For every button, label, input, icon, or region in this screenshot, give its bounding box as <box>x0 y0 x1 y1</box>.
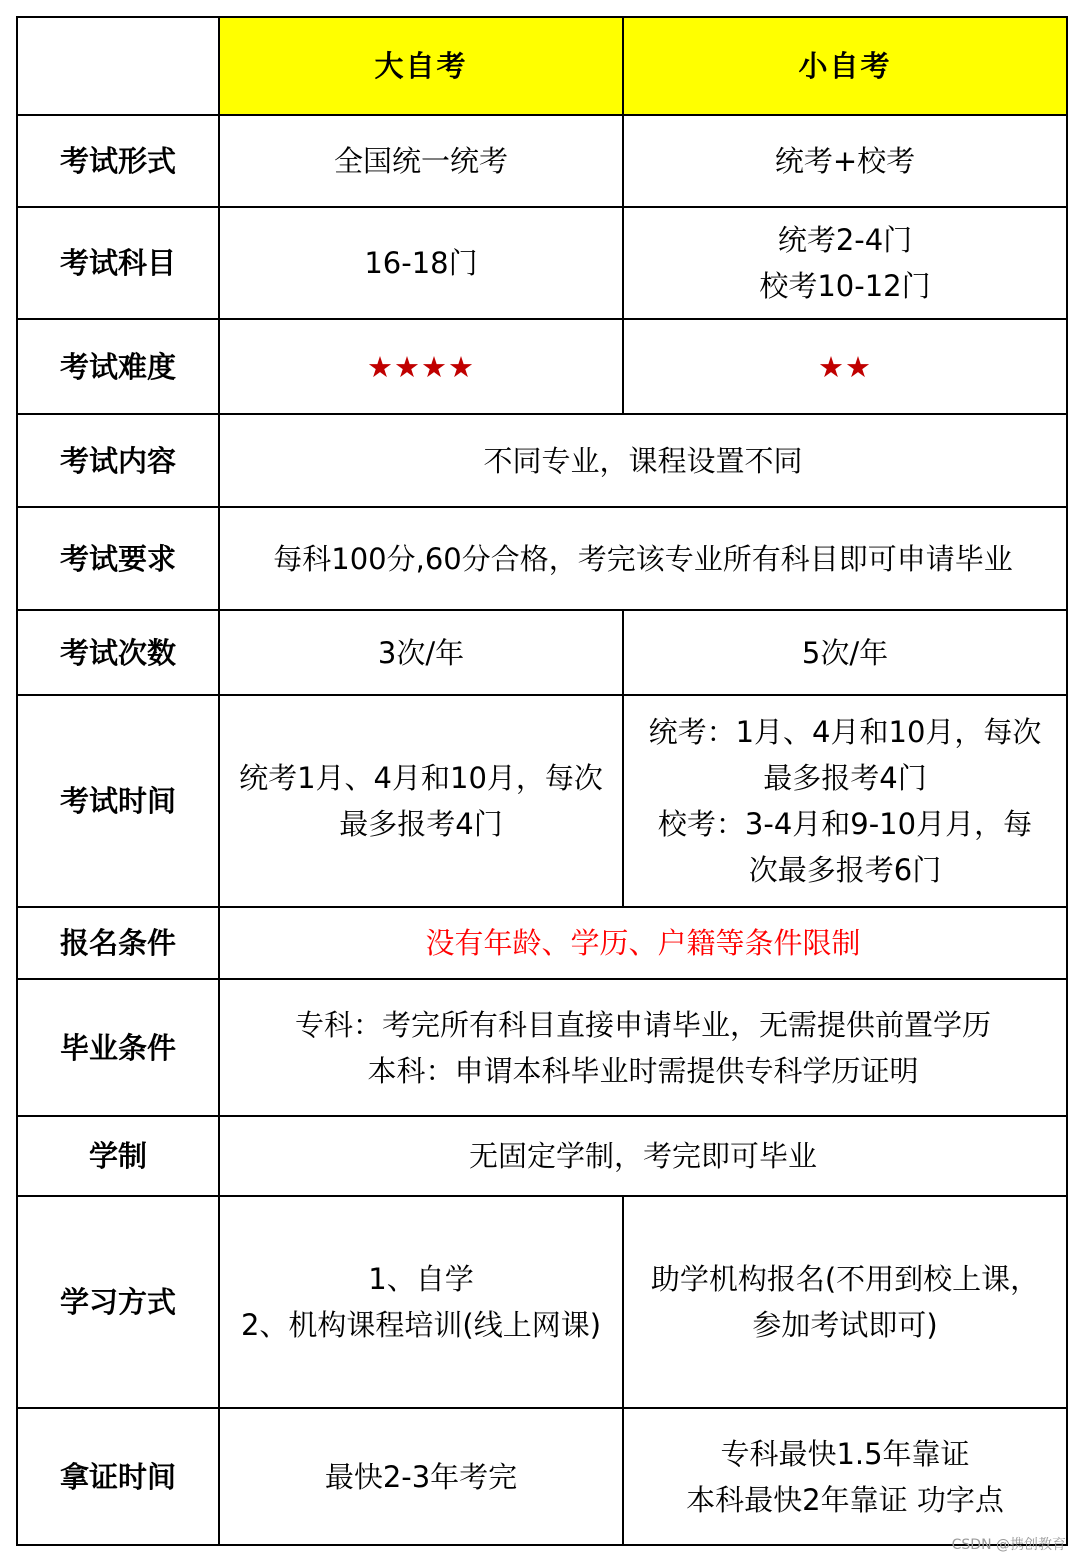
cell-line: 每科100分,60分合格，考完该专业所有科目即可申请毕业 <box>273 541 1013 576</box>
row-label: 考试形式 <box>17 115 219 207</box>
cell-line: 校考10-12门 <box>759 269 931 303</box>
cell-line: 专科最快1.5年靠证 <box>720 1436 970 1471</box>
registration-highlight: 没有年龄、学历、户籍等条件限制 <box>219 907 1067 979</box>
row-label: 学习方式 <box>17 1196 219 1408</box>
header-row <box>17 17 1067 115</box>
cell-merged: 无固定学制，考完即可毕业 <box>219 1116 1067 1196</box>
row-method <box>17 1196 1067 1408</box>
cell-line: 校考：3-4月和9-10月月，每 <box>657 807 1033 841</box>
cell-line: 本科最快2年靠证 功字点 <box>686 1482 1004 1517</box>
cell-line: 最多报考4门 <box>339 807 503 841</box>
comparison-table <box>16 16 1068 1546</box>
cell-col1: 16-18门 <box>219 207 623 319</box>
cell-col1 <box>219 695 623 907</box>
cell-col2 <box>623 1196 1067 1408</box>
row-time <box>17 695 1067 907</box>
cell-col2 <box>623 207 1067 319</box>
cell-line: 最多报考4门 <box>763 761 927 795</box>
row-certificate <box>17 1408 1067 1545</box>
row-label: 考试难度 <box>17 319 219 414</box>
cell-col2: 5次/年 <box>623 610 1067 695</box>
cell-col1: 全国统一统考 <box>219 115 623 207</box>
cell-col2 <box>623 1408 1067 1545</box>
row-difficulty <box>17 319 1067 414</box>
cell-line: 2、机构课程培训(线上网课) <box>240 1308 602 1342</box>
cell-col1: 最快2-3年考完 <box>219 1408 623 1545</box>
row-registration <box>17 907 1067 979</box>
header-col2: 小自考 <box>623 17 1067 115</box>
row-label: 毕业条件 <box>17 979 219 1116</box>
cell-col1: 3次/年 <box>219 610 623 695</box>
row-label: 拿证时间 <box>17 1408 219 1545</box>
cell-line: 1、自学 <box>368 1262 474 1296</box>
cell-line: 统考2-4门 <box>777 223 913 257</box>
header-col1: 大自考 <box>219 17 623 115</box>
cell-line: 统考：1月、4月和10月，每次 <box>648 715 1042 749</box>
row-content <box>17 414 1067 507</box>
row-label: 考试要求 <box>17 507 219 610</box>
cell-col1 <box>219 1196 623 1408</box>
row-graduation <box>17 979 1067 1116</box>
row-frequency <box>17 610 1067 695</box>
cell-col2: 统考+校考 <box>623 115 1067 207</box>
cell-merged: 不同专业，课程设置不同 <box>219 414 1067 507</box>
watermark: CSDN @携创教育 <box>951 1537 1066 1553</box>
row-requirement <box>17 507 1067 610</box>
cell-col2 <box>623 695 1067 907</box>
row-subjects <box>17 207 1067 319</box>
row-label: 考试内容 <box>17 414 219 507</box>
header-corner-cell <box>17 17 219 115</box>
cell-line: 参加考试即可) <box>752 1308 938 1342</box>
cell-line: 助学机构报名(不用到校上课， <box>650 1262 1040 1296</box>
difficulty-stars-col1: ★★★★ <box>219 319 623 414</box>
cell-merged <box>219 507 1067 610</box>
difficulty-stars-col2: ★★ <box>623 319 1067 414</box>
cell-line: 专科：考完所有科目直接申请毕业，无需提供前置学历 <box>294 1007 991 1042</box>
cell-line: 本科：申谓本科毕业时需提供专科学历证明 <box>367 1053 919 1088</box>
row-form <box>17 115 1067 207</box>
cell-merged <box>219 979 1067 1116</box>
cell-line: 次最多报考6门 <box>748 853 942 887</box>
row-label: 学制 <box>17 1116 219 1196</box>
cell-line: 统考1月、4月和10月，每次 <box>239 761 603 795</box>
row-label: 考试时间 <box>17 695 219 907</box>
row-system <box>17 1116 1067 1196</box>
row-label: 考试科目 <box>17 207 219 319</box>
row-label: 考试次数 <box>17 610 219 695</box>
row-label: 报名条件 <box>17 907 219 979</box>
